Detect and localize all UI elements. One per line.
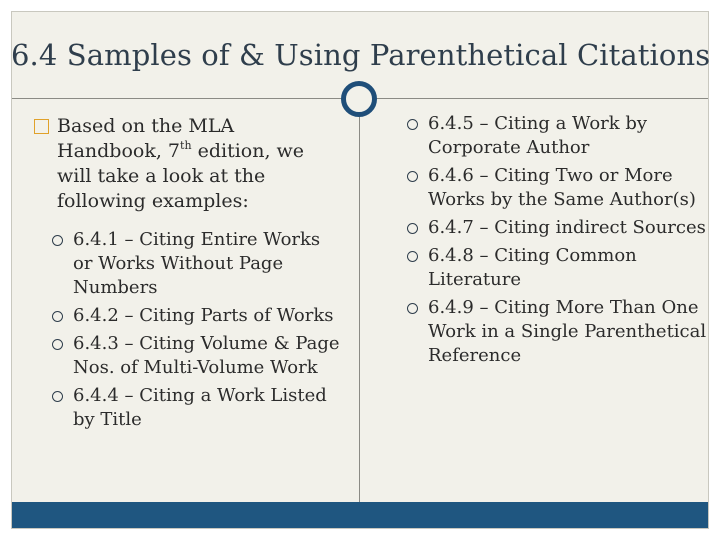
right-column bbox=[407, 112, 707, 372]
circle-bullet-icon bbox=[52, 311, 63, 322]
circle-bullet-icon bbox=[52, 235, 63, 246]
left-column bbox=[34, 114, 344, 436]
intro-superscript: th bbox=[180, 138, 192, 152]
intro-text-start: Based on the MLA Handbook, 7 bbox=[57, 115, 235, 162]
list-item-text: 6.4.6 – Citing Two or More Works by the Same Author(s) bbox=[428, 165, 696, 210]
list-item bbox=[52, 332, 344, 380]
list-item-text: 6.4.5 – Citing a Work by Corporate Author bbox=[428, 113, 648, 158]
footer-bar bbox=[12, 502, 708, 528]
list-item-text: 6.4.9 – Citing More Than One Work in a Single Parenthetical Reference bbox=[428, 297, 707, 366]
column-divider bbox=[359, 115, 360, 502]
list-item-text: 6.4.7 – Citing indirect Sources bbox=[428, 217, 706, 238]
list-item-text: 6.4.2 – Citing Parts of Works bbox=[73, 305, 334, 326]
circle-bullet-icon bbox=[407, 119, 418, 130]
list-item bbox=[407, 216, 707, 240]
left-list bbox=[34, 228, 344, 432]
list-item bbox=[52, 304, 344, 328]
circle-bullet-icon bbox=[407, 223, 418, 234]
list-item-text: 6.4.4 – Citing a Work Listed by Title bbox=[73, 385, 327, 430]
list-item bbox=[52, 228, 344, 300]
list-item bbox=[407, 296, 707, 368]
circle-bullet-icon bbox=[52, 339, 63, 350]
circle-bullet-icon bbox=[407, 171, 418, 182]
circle-ornament bbox=[341, 81, 377, 117]
circle-bullet-icon bbox=[407, 303, 418, 314]
list-item-text: 6.4.3 – Citing Volume & Page Nos. of Multi-Volume Work bbox=[73, 333, 340, 378]
slide-title: 6.4 Samples of & Using Parenthetical Citations bbox=[11, 38, 711, 72]
list-item bbox=[407, 244, 707, 292]
circle-bullet-icon bbox=[407, 251, 418, 262]
list-item-text: 6.4.8 – Citing Common Literature bbox=[428, 245, 637, 290]
intro-text-end: edition, we will take a look at the following examples: bbox=[57, 140, 305, 212]
intro-paragraph bbox=[34, 114, 344, 214]
list-item bbox=[52, 384, 344, 432]
list-item bbox=[407, 164, 707, 212]
list-item bbox=[407, 112, 707, 160]
checkbox-bullet-icon bbox=[34, 119, 49, 134]
circle-bullet-icon bbox=[52, 391, 63, 402]
list-item-text: 6.4.1 – Citing Entire Works or Works Without Page Numbers bbox=[73, 229, 321, 298]
